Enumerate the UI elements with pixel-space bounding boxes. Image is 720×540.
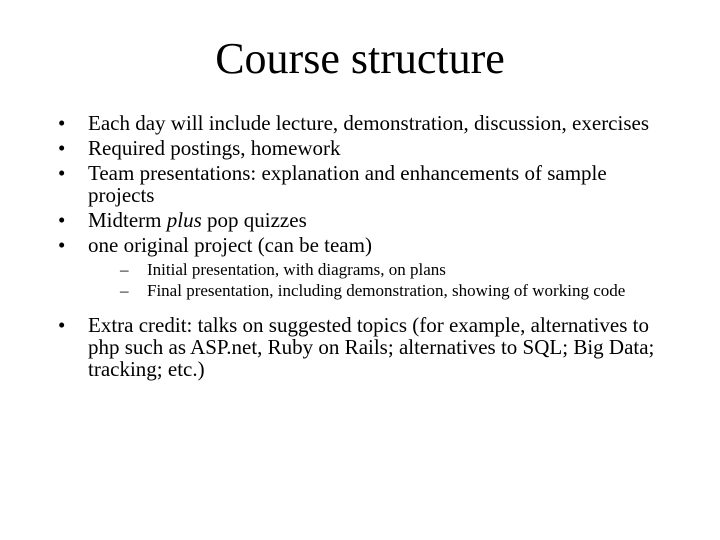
- bullet-text: Each day will include lecture, demonstration, discussion, exercises: [88, 111, 650, 135]
- bullet-daily-content: [58, 112, 658, 134]
- bullet-icon: •: [58, 313, 66, 337]
- bullet-icon: •: [58, 111, 66, 135]
- sub-bullet-text: Final presentation, including demonstration, showing of working code: [147, 281, 626, 300]
- bullet-icon: •: [58, 208, 66, 232]
- slide-title: Course structure: [215, 34, 505, 83]
- sub-bullet-initial: [120, 261, 667, 279]
- dash-icon: –: [120, 260, 129, 279]
- bullet-icon: •: [58, 136, 66, 160]
- bullet-icon: •: [58, 233, 66, 257]
- dash-icon: –: [120, 281, 129, 300]
- bullet-original-project: [58, 234, 658, 300]
- bullet-postings: [58, 137, 658, 159]
- sub-bullet-list: [88, 261, 658, 300]
- bullet-text-after: pop quizzes: [201, 208, 307, 232]
- bullet-icon: •: [58, 161, 66, 185]
- bullet-emphasis: plus: [166, 208, 202, 232]
- bullet-text: Required postings, homework: [88, 136, 341, 160]
- sub-bullet-text: Initial presentation, with diagrams, on plans: [147, 260, 446, 279]
- bullet-team-presentations: [58, 162, 658, 206]
- bullet-text-before: Midterm: [88, 208, 167, 232]
- bullet-extra-credit: [58, 314, 658, 380]
- bullet-text: one original project (can be team): [88, 233, 372, 257]
- bullet-text: Team presentations: explanation and enhancements of sample projects: [88, 161, 607, 207]
- bullet-midterm: [58, 209, 658, 231]
- sub-bullet-final: [120, 282, 667, 300]
- bullet-text: Extra credit: talks on suggested topics (for example, alternatives to php such as ASP.net, Ruby on Rails; alternatives to SQL; Big Data; tracking; etc.): [88, 313, 655, 381]
- bullet-list: [58, 112, 658, 383]
